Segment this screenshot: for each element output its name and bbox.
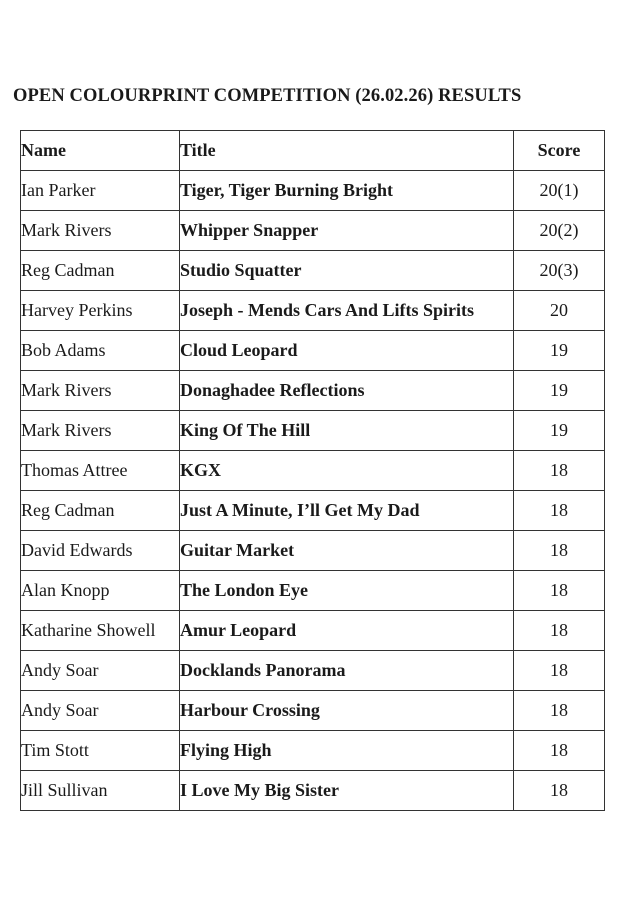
image-title-cell: Just A Minute, I’ll Get My Dad bbox=[180, 491, 514, 531]
table-row bbox=[21, 171, 605, 211]
image-title-cell: King Of The Hill bbox=[180, 411, 514, 451]
image-title-cell: KGX bbox=[180, 451, 514, 491]
entrant-name-cell: Jill Sullivan bbox=[21, 771, 180, 811]
table-row bbox=[21, 371, 605, 411]
results-table bbox=[20, 130, 605, 811]
image-title-cell: Joseph - Mends Cars And Lifts Spirits bbox=[180, 291, 514, 331]
entrant-name-cell: Bob Adams bbox=[21, 331, 180, 371]
image-title-cell: Tiger, Tiger Burning Bright bbox=[180, 171, 514, 211]
entrant-name-cell: Andy Soar bbox=[21, 651, 180, 691]
entrant-name-cell: Mark Rivers bbox=[21, 411, 180, 451]
score-cell: 19 bbox=[514, 331, 605, 371]
image-title-cell: Guitar Market bbox=[180, 531, 514, 571]
entrant-name-cell: Ian Parker bbox=[21, 171, 180, 211]
score-cell: 18 bbox=[514, 771, 605, 811]
score-cell: 18 bbox=[514, 531, 605, 571]
image-title-cell: I Love My Big Sister bbox=[180, 771, 514, 811]
score-cell: 18 bbox=[514, 691, 605, 731]
table-row bbox=[21, 691, 605, 731]
table-row bbox=[21, 731, 605, 771]
table-row bbox=[21, 411, 605, 451]
image-title-cell: Flying High bbox=[180, 731, 514, 771]
score-cell: 18 bbox=[514, 651, 605, 691]
entrant-name-cell: Reg Cadman bbox=[21, 491, 180, 531]
column-header-name: Name bbox=[21, 131, 180, 171]
table-row bbox=[21, 291, 605, 331]
results-body bbox=[21, 171, 605, 811]
image-title-cell: Whipper Snapper bbox=[180, 211, 514, 251]
entrant-name-cell: Andy Soar bbox=[21, 691, 180, 731]
table-row bbox=[21, 771, 605, 811]
entrant-name-cell: Mark Rivers bbox=[21, 371, 180, 411]
score-cell: 19 bbox=[514, 411, 605, 451]
score-cell: 18 bbox=[514, 731, 605, 771]
table-row bbox=[21, 611, 605, 651]
table-row bbox=[21, 491, 605, 531]
score-cell: 18 bbox=[514, 611, 605, 651]
image-title-cell: Harbour Crossing bbox=[180, 691, 514, 731]
image-title-cell: Studio Squatter bbox=[180, 251, 514, 291]
page-title: OPEN COLOURPRINT COMPETITION (26.02.26) RESULTS bbox=[13, 86, 522, 106]
image-title-cell: Docklands Panorama bbox=[180, 651, 514, 691]
score-cell: 20 bbox=[514, 291, 605, 331]
column-header-title: Title bbox=[180, 131, 514, 171]
table-row bbox=[21, 571, 605, 611]
entrant-name-cell: Harvey Perkins bbox=[21, 291, 180, 331]
table-row bbox=[21, 651, 605, 691]
entrant-name-cell: Tim Stott bbox=[21, 731, 180, 771]
score-cell: 20(3) bbox=[514, 251, 605, 291]
column-header-score: Score bbox=[514, 131, 605, 171]
score-cell: 18 bbox=[514, 451, 605, 491]
score-cell: 18 bbox=[514, 491, 605, 531]
entrant-name-cell: Alan Knopp bbox=[21, 571, 180, 611]
table-row bbox=[21, 451, 605, 491]
entrant-name-cell: Thomas Attree bbox=[21, 451, 180, 491]
score-cell: 20(2) bbox=[514, 211, 605, 251]
table-header-row bbox=[21, 131, 605, 171]
image-title-cell: Donaghadee Reflections bbox=[180, 371, 514, 411]
image-title-cell: Amur Leopard bbox=[180, 611, 514, 651]
entrant-name-cell: David Edwards bbox=[21, 531, 180, 571]
table-row bbox=[21, 251, 605, 291]
table-row bbox=[21, 531, 605, 571]
entrant-name-cell: Reg Cadman bbox=[21, 251, 180, 291]
score-cell: 19 bbox=[514, 371, 605, 411]
image-title-cell: The London Eye bbox=[180, 571, 514, 611]
score-cell: 20(1) bbox=[514, 171, 605, 211]
entrant-name-cell: Mark Rivers bbox=[21, 211, 180, 251]
score-cell: 18 bbox=[514, 571, 605, 611]
entrant-name-cell: Katharine Showell bbox=[21, 611, 180, 651]
table-row bbox=[21, 211, 605, 251]
table-row bbox=[21, 331, 605, 371]
image-title-cell: Cloud Leopard bbox=[180, 331, 514, 371]
